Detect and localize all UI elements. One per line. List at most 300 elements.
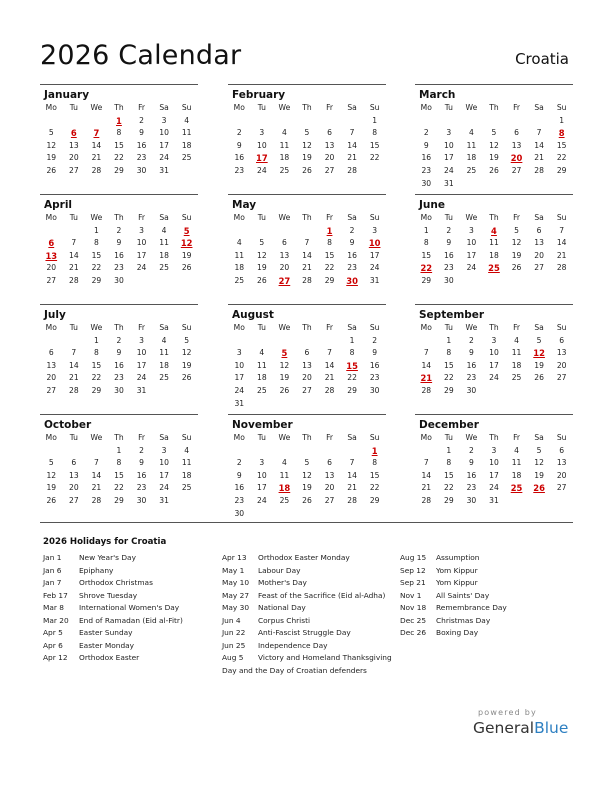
holiday-item: [400, 615, 507, 628]
day: 7: [559, 225, 565, 235]
day: 22: [347, 373, 357, 383]
day: 22: [556, 153, 567, 163]
day: 9: [116, 238, 122, 248]
day: 27: [46, 385, 57, 395]
day: 24: [136, 373, 147, 383]
day: 16: [234, 483, 245, 493]
holiday-item: [222, 602, 392, 615]
weekday-label: Sa: [534, 433, 544, 442]
empty-day: [550, 385, 573, 398]
week-row: [228, 347, 386, 360]
day: 13: [302, 360, 312, 370]
day: 18: [234, 263, 245, 273]
day: 11: [489, 238, 499, 248]
day: 9: [468, 458, 474, 468]
day: 12: [46, 140, 57, 150]
day: 14: [91, 470, 102, 480]
empty-day: [318, 508, 341, 521]
week-row: [415, 482, 573, 495]
weekday-label: Fr: [138, 213, 145, 222]
weekday-label: Tu: [444, 213, 453, 222]
holiday-item: [43, 565, 183, 578]
day: 10: [159, 458, 169, 468]
holiday-date: May 27: [222, 590, 250, 600]
day: 9: [446, 238, 452, 248]
holiday-date: Jun 4: [222, 615, 241, 625]
day: 6: [48, 348, 54, 358]
weekday-label: Fr: [326, 323, 333, 332]
day: 23: [114, 373, 124, 383]
month-name: September: [419, 309, 485, 321]
weekday-label: Th: [302, 213, 312, 222]
empty-day: [550, 275, 573, 288]
day: 18: [181, 140, 192, 150]
empty-day: [528, 495, 551, 508]
week-row: [415, 237, 573, 250]
day: 7: [349, 458, 355, 468]
holiday-day: 7: [93, 128, 100, 139]
day: 21: [534, 153, 544, 163]
day: 14: [421, 360, 432, 370]
empty-day: [228, 335, 251, 348]
holiday-name: Yom Kippur: [436, 565, 478, 575]
weekday-label: We: [465, 323, 478, 332]
week-row: [40, 372, 198, 385]
day: 24: [136, 263, 147, 273]
holiday-item: [222, 652, 392, 665]
day: 27: [324, 495, 335, 505]
day: 31: [234, 398, 245, 408]
week-row: [40, 457, 198, 470]
week-row: [415, 178, 573, 191]
holiday-item: [43, 590, 183, 603]
week-row: [228, 225, 386, 238]
day: 22: [369, 153, 380, 163]
weekday-label: Sa: [159, 103, 169, 112]
day: 24: [466, 263, 477, 273]
day: 5: [304, 128, 310, 138]
day: 6: [304, 348, 310, 358]
day: 4: [236, 238, 242, 248]
weekday-label: Th: [114, 323, 124, 332]
holiday-name: All Saints' Day: [436, 590, 490, 600]
day: 9: [423, 140, 429, 150]
day: 21: [302, 263, 312, 273]
week-row: [228, 372, 386, 385]
week-row: [228, 385, 386, 398]
empty-day: [483, 385, 506, 398]
day: 8: [446, 348, 452, 358]
week-row: [40, 152, 198, 165]
day: 15: [114, 470, 124, 480]
holidays-title: 2026 Holidays for Croatia: [43, 537, 167, 547]
weekday-label: Su: [369, 323, 380, 332]
day: 7: [93, 458, 99, 468]
day: 24: [234, 385, 245, 395]
day: 28: [556, 263, 567, 273]
week-row: [228, 495, 386, 508]
day: 10: [159, 128, 169, 138]
empty-day: [296, 115, 319, 128]
day: 7: [423, 348, 429, 358]
day: 30: [421, 178, 432, 188]
day: 11: [159, 348, 169, 358]
day: 16: [369, 360, 380, 370]
week-row: [415, 372, 573, 385]
empty-day: [40, 445, 63, 458]
day: 3: [161, 445, 167, 455]
day: 2: [236, 128, 242, 138]
holiday-day: 10: [368, 238, 381, 249]
empty-day: [175, 275, 198, 288]
week-row: [40, 140, 198, 153]
day: 3: [491, 335, 497, 345]
day: 8: [372, 458, 378, 468]
day: 19: [181, 360, 192, 370]
day: 21: [347, 153, 357, 163]
weekday-label: Tu: [69, 323, 78, 332]
holiday-date: Nov 1: [400, 590, 422, 600]
day: 8: [446, 458, 452, 468]
weekday-header: [415, 432, 573, 445]
weekday-label: Sa: [347, 323, 357, 332]
day: 26: [181, 263, 192, 273]
week-row: [40, 470, 198, 483]
day: 13: [324, 140, 335, 150]
day: 11: [159, 238, 169, 248]
week-row: [40, 250, 198, 263]
day: 9: [349, 238, 355, 248]
holiday-item: [400, 565, 507, 578]
divider: [40, 522, 573, 523]
day: 14: [324, 360, 335, 370]
month-june: [415, 194, 573, 288]
holiday-item: [43, 640, 183, 653]
holiday-day: 6: [48, 238, 55, 249]
day: 15: [421, 250, 432, 260]
day: 14: [347, 470, 357, 480]
holiday-item: [222, 640, 392, 653]
day: 14: [69, 250, 79, 260]
day: 23: [114, 263, 124, 273]
empty-day: [318, 115, 341, 128]
weekday-label: We: [278, 433, 291, 442]
day: 27: [534, 263, 544, 273]
day: 19: [279, 373, 290, 383]
day: 30: [234, 508, 245, 518]
month-name: October: [44, 419, 92, 431]
day: 30: [466, 495, 477, 505]
holiday-name: Yom Kippur: [436, 578, 478, 587]
day: 17: [466, 250, 477, 260]
holiday-name: Mother's Day: [258, 578, 307, 587]
day: 12: [489, 140, 499, 150]
weekday-label: Su: [181, 323, 192, 332]
day: 27: [324, 165, 335, 175]
day: 5: [48, 458, 54, 468]
day: 13: [46, 360, 57, 370]
day: 29: [444, 385, 454, 395]
day: 7: [71, 348, 77, 358]
weekday-label: Mo: [420, 213, 432, 222]
holiday-day: 18: [278, 483, 291, 494]
weekday-label: Fr: [513, 213, 520, 222]
holiday-day: 26: [533, 483, 545, 494]
empty-day: [273, 115, 296, 128]
day: 28: [91, 495, 102, 505]
empty-day: [296, 335, 319, 348]
day: 20: [556, 470, 567, 480]
day: 29: [444, 495, 454, 505]
holiday-item: [400, 627, 507, 640]
day: 2: [116, 335, 122, 345]
day: 18: [511, 470, 522, 480]
weekday-label: We: [90, 213, 103, 222]
empty-day: [341, 115, 364, 128]
week-row: [415, 250, 573, 263]
holiday-name: Boxing Day: [436, 628, 479, 637]
holiday-date: May 1: [222, 565, 245, 575]
day: 26: [257, 275, 267, 285]
day: 4: [514, 335, 519, 345]
day: 14: [347, 140, 357, 150]
holiday-name: Orthodox Easter Monday: [258, 553, 350, 562]
empty-day: [63, 115, 86, 128]
day: 2: [468, 335, 474, 345]
empty-day: [460, 275, 483, 288]
day: 13: [279, 250, 290, 260]
day: 22: [369, 483, 380, 493]
holiday-name: End of Ramadan (Eid al-Fitr): [79, 615, 183, 625]
weekday-label: Th: [302, 103, 312, 112]
weekday-label: Sa: [534, 323, 544, 332]
day: 22: [324, 263, 335, 273]
day: 1: [93, 225, 99, 235]
holiday-date: Apr 13: [222, 553, 247, 562]
day: 10: [489, 458, 499, 468]
day: 27: [69, 495, 79, 505]
weekday-label: Fr: [138, 103, 145, 112]
week-row: [228, 165, 386, 178]
empty-day: [296, 445, 319, 458]
weekday-label: Fr: [326, 433, 333, 442]
weekday-label: Fr: [326, 213, 333, 222]
day: 3: [259, 458, 265, 468]
week-row: [228, 445, 386, 458]
day: 21: [91, 483, 102, 493]
weekday-label: We: [465, 213, 478, 222]
day: 19: [511, 250, 522, 260]
month-name: April: [44, 199, 73, 211]
weekday-label: Mo: [45, 103, 57, 112]
weekday-header: [228, 432, 386, 445]
empty-day: [153, 385, 176, 398]
day: 7: [71, 238, 77, 248]
day: 2: [139, 445, 144, 455]
holiday-date: Sep 21: [400, 578, 426, 587]
day: 26: [534, 373, 544, 383]
day: 1: [372, 115, 378, 125]
empty-day: [251, 225, 274, 238]
day: 4: [281, 458, 287, 468]
day: 27: [556, 373, 567, 383]
month-name: December: [419, 419, 479, 431]
day: 21: [556, 250, 567, 260]
holiday-name: Assumption: [436, 553, 480, 562]
day: 7: [536, 128, 542, 138]
day: 4: [184, 445, 190, 455]
holiday-date: Jun 22: [222, 628, 246, 637]
day: 20: [324, 483, 335, 493]
empty-day: [550, 178, 573, 191]
weekday-label: Mo: [233, 213, 245, 222]
day: 3: [468, 225, 474, 235]
holiday-day: 17: [256, 153, 268, 164]
weekday-label: Tu: [444, 323, 453, 332]
empty-day: [228, 225, 251, 238]
day: 3: [236, 348, 242, 358]
day: 4: [259, 348, 265, 358]
empty-day: [296, 398, 319, 411]
day: 16: [136, 140, 147, 150]
day: 3: [259, 128, 265, 138]
day: 4: [281, 128, 287, 138]
empty-day: [505, 495, 528, 508]
day: 12: [181, 348, 192, 358]
empty-day: [318, 335, 341, 348]
week-row: [415, 140, 573, 153]
week-row: [40, 482, 198, 495]
holiday-name: Orthodox Easter: [79, 653, 140, 662]
month-july: [40, 304, 198, 398]
empty-day: [85, 115, 108, 128]
week-row: [415, 335, 573, 348]
empty-day: [40, 335, 63, 348]
month-name: June: [419, 199, 445, 211]
empty-day: [318, 445, 341, 458]
week-row: [40, 495, 198, 508]
empty-day: [153, 275, 176, 288]
day: 12: [534, 458, 544, 468]
weekday-label: Su: [556, 433, 567, 442]
holidays-column-1: [43, 552, 183, 665]
day: 18: [466, 153, 477, 163]
brand-logo: GeneralBlue: [473, 719, 569, 737]
day: 31: [136, 385, 147, 395]
day: 13: [324, 470, 335, 480]
week-row: [415, 470, 573, 483]
weekday-label: Su: [556, 213, 567, 222]
weekday-label: Su: [181, 103, 192, 112]
day: 9: [468, 348, 474, 358]
holiday-day: 27: [278, 275, 291, 286]
day: 29: [91, 385, 102, 395]
empty-day: [363, 398, 386, 411]
day: 14: [302, 250, 312, 260]
day: 17: [136, 360, 147, 370]
day: 24: [369, 263, 380, 273]
weekday-label: Mo: [420, 323, 432, 332]
weekday-label: Mo: [233, 433, 245, 442]
day: 27: [302, 385, 312, 395]
day: 20: [69, 153, 79, 163]
holiday-name: Anti-Fascist Struggle Day: [258, 628, 351, 637]
day: 24: [489, 373, 499, 383]
day: 31: [159, 495, 169, 505]
day: 1: [559, 115, 565, 125]
weekday-label: Th: [489, 213, 499, 222]
weekday-label: Tu: [257, 323, 266, 332]
day: 24: [159, 483, 169, 493]
month-january: [40, 84, 198, 178]
day: 13: [534, 238, 544, 248]
day: 18: [181, 470, 192, 480]
holiday-name: Christmas Day: [436, 615, 491, 625]
day: 8: [116, 458, 122, 468]
day: 20: [324, 153, 335, 163]
day: 19: [46, 483, 57, 493]
day: 19: [257, 263, 267, 273]
day: 9: [139, 128, 144, 138]
empty-day: [438, 115, 461, 128]
weekday-label: Su: [181, 213, 192, 222]
day: 16: [114, 360, 124, 370]
empty-day: [296, 225, 319, 238]
week-row: [228, 398, 386, 411]
day: 13: [556, 458, 567, 468]
day: 24: [257, 495, 267, 505]
empty-day: [273, 225, 296, 238]
day: 25: [181, 153, 192, 163]
month-march: [415, 84, 573, 190]
day: 14: [534, 140, 544, 150]
day: 15: [369, 470, 380, 480]
day: 28: [302, 275, 312, 285]
day: 16: [234, 153, 245, 163]
day: 1: [349, 335, 355, 345]
holiday-name: National Day: [258, 603, 306, 612]
empty-day: [63, 445, 86, 458]
day: 18: [279, 153, 290, 163]
day: 21: [69, 373, 79, 383]
day: 15: [444, 360, 454, 370]
empty-day: [528, 178, 551, 191]
holiday-day: 1: [116, 115, 122, 126]
weekday-header: [228, 212, 386, 225]
holiday-date: Jan 1: [43, 553, 62, 562]
day: 19: [534, 470, 544, 480]
weekday-label: Th: [489, 433, 499, 442]
day: 4: [184, 115, 190, 125]
day: 19: [302, 153, 312, 163]
day: 15: [444, 470, 454, 480]
weekday-header: [40, 212, 198, 225]
day: 8: [372, 128, 378, 138]
empty-day: [415, 445, 438, 458]
weekday-label: Th: [114, 103, 124, 112]
day: 2: [446, 225, 452, 235]
day: 13: [511, 140, 522, 150]
holiday-date: Mar 8: [43, 603, 64, 612]
day: 15: [114, 140, 124, 150]
day: 8: [93, 348, 99, 358]
day: 29: [114, 165, 124, 175]
weekday-label: Sa: [159, 213, 169, 222]
empty-day: [63, 225, 86, 238]
empty-day: [528, 385, 551, 398]
weekday-label: Sa: [347, 103, 357, 112]
empty-day: [528, 275, 551, 288]
